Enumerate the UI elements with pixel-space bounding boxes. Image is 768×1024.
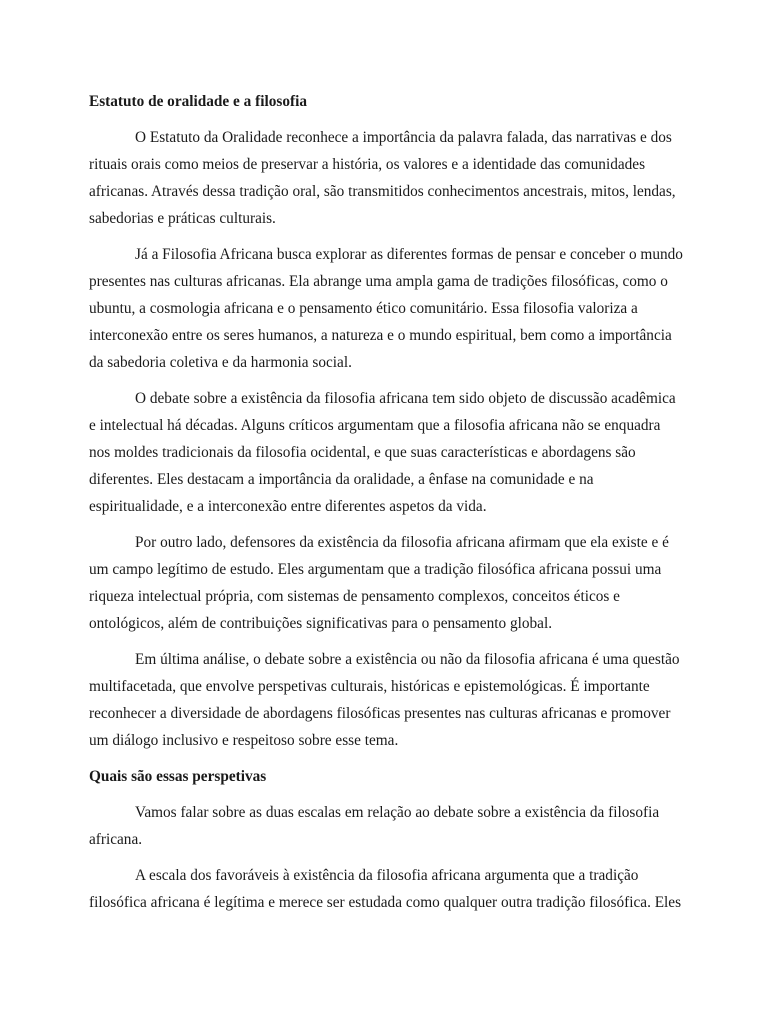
- paragraph-line: ubuntu, a cosmologia africana e o pensamento ético comunitário. Essa filosofia valoriza a: [89, 300, 638, 317]
- paragraph-line: e intelectual há décadas. Alguns críticos argumentam que a filosofia africana não se enquadra: [89, 417, 661, 434]
- paragraph: [89, 799, 689, 853]
- paragraph-line: africanas. Através dessa tradição oral, são transmitidos conhecimentos ancestrais, mitos, lendas,: [89, 183, 676, 200]
- paragraph-line: nos moldes tradicionais da filosofia ocidental, e que suas características e abordagens são: [89, 444, 636, 461]
- paragraph-line: sabedorias e práticas culturais.: [89, 210, 276, 227]
- paragraph-line: interconexão entre os seres humanos, a natureza e o mundo espiritual, bem como a importância: [89, 327, 672, 344]
- paragraph: [89, 241, 689, 376]
- paragraph: [89, 646, 689, 754]
- section-perspetivas: [89, 763, 689, 916]
- document-page: [89, 88, 689, 925]
- paragraph-line: africana.: [89, 831, 143, 848]
- section-heading: Quais são essas perspetivas: [89, 768, 267, 785]
- paragraph-line: espiritualidade, e a interconexão entre diferentes aspetos da vida.: [89, 498, 487, 515]
- paragraph-line: um diálogo inclusivo e respeitoso sobre esse tema.: [89, 732, 399, 749]
- paragraph-line: reconhecer a diversidade de abordagens filosóficas presentes nas culturas africanas e promover: [89, 705, 671, 722]
- paragraph-line: ontológicos, além de contribuições significativas para o pensamento global.: [89, 615, 553, 632]
- paragraph-line: A escala dos favoráveis à existência da filosofia africana argumenta que a tradição: [135, 867, 639, 884]
- paragraph-line: Vamos falar sobre as duas escalas em relação ao debate sobre a existência da filosofia: [135, 804, 660, 821]
- section-oralidade: [89, 88, 689, 754]
- paragraph: [89, 529, 689, 637]
- paragraph-line: Em última análise, o debate sobre a existência ou não da filosofia africana é uma questão: [135, 651, 680, 668]
- paragraph-line: um campo legítimo de estudo. Eles argumentam que a tradição filosófica africana possui uma: [89, 561, 662, 578]
- paragraph-line: da sabedoria coletiva e da harmonia social.: [89, 354, 352, 371]
- paragraph: [89, 124, 689, 232]
- paragraph-line: presentes nas culturas africanas. Ela abrange uma ampla gama de tradições filosóficas, como o: [89, 273, 668, 290]
- paragraph: [89, 862, 689, 916]
- section-heading: Estatuto de oralidade e a filosofia: [89, 93, 307, 110]
- paragraph-line: Por outro lado, defensores da existência da filosofia africana afirmam que ela existe e é: [135, 534, 669, 551]
- paragraph-line: O Estatuto da Oralidade reconhece a importância da palavra falada, das narrativas e dos: [135, 129, 672, 146]
- paragraph-line: O debate sobre a existência da filosofia africana tem sido objeto de discussão acadêmica: [135, 390, 676, 407]
- paragraph: [89, 385, 689, 520]
- paragraph-line: filosófica africana é legítima e merece ser estudada como qualquer outra tradição filosófica. Eles: [89, 894, 682, 911]
- paragraph-line: multifacetada, que envolve perspetivas culturais, históricas e epistemológicas. É importante: [89, 678, 650, 695]
- paragraph-line: Já a Filosofia Africana busca explorar as diferentes formas de pensar e conceber o mundo: [135, 246, 683, 263]
- paragraph-line: rituais orais como meios de preservar a história, os valores e a identidade das comunidades: [89, 156, 646, 173]
- paragraph-line: riqueza intelectual própria, com sistemas de pensamento complexos, conceitos éticos e: [89, 588, 620, 605]
- paragraph-line: diferentes. Eles destacam a importância da oralidade, a ênfase na comunidade e na: [89, 471, 594, 488]
